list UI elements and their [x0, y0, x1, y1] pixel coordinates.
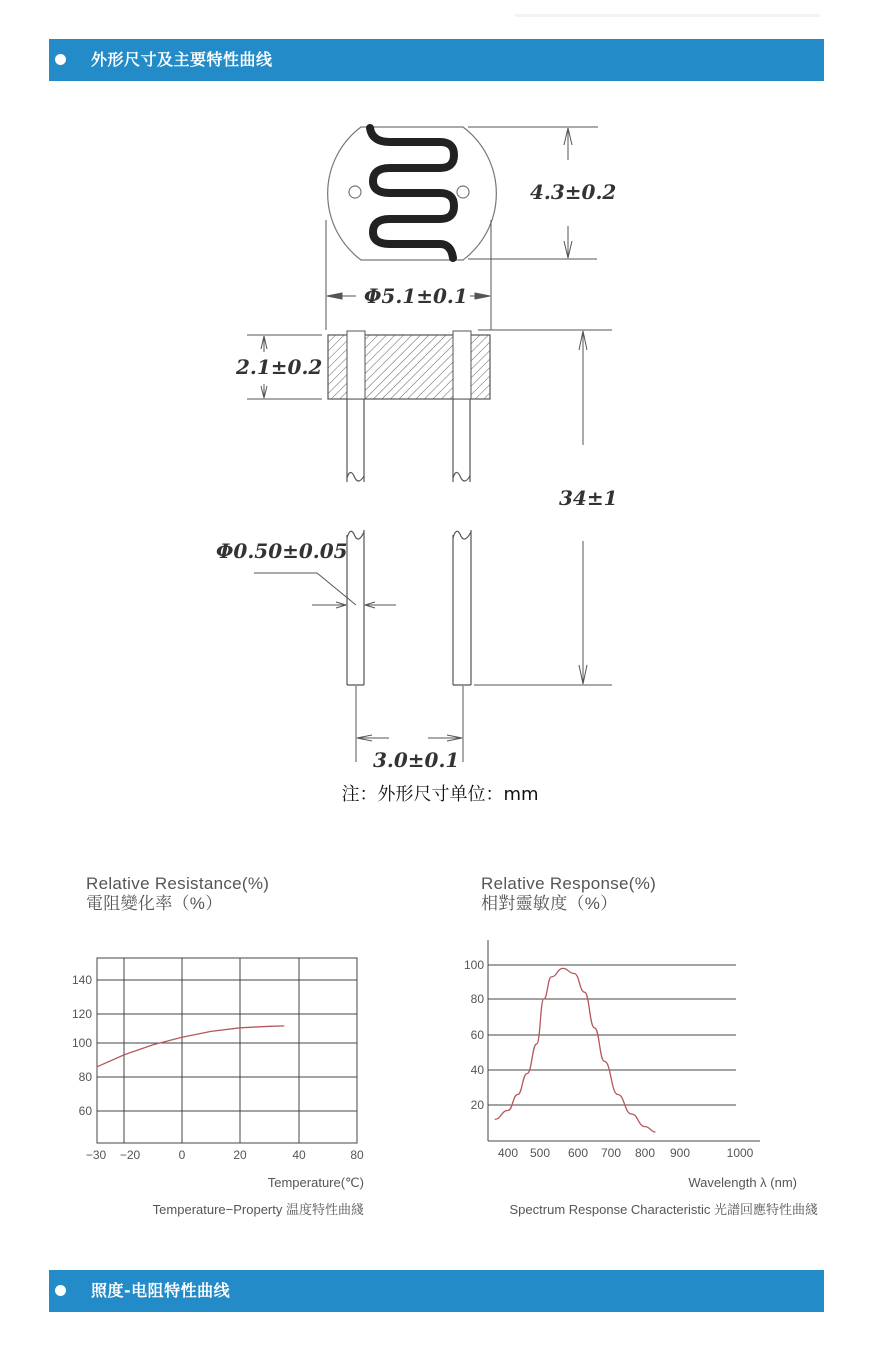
spectrum-x-tick-label: 800	[634, 1146, 656, 1160]
dim-diameter: Φ5.1±0.1	[364, 284, 468, 308]
temp-y-tick-label: 120	[71, 1007, 92, 1021]
spectrum-curve	[495, 968, 656, 1132]
temp-y-tick-label: 60	[78, 1104, 92, 1118]
spectrum-chart-title-en: Relative Response(%)	[481, 874, 657, 893]
spectrum-xlabel: Wavelength λ (nm)	[688, 1175, 797, 1190]
spectrum-y-tick-label: 20	[470, 1098, 484, 1112]
spectrum-x-tick-label: 600	[567, 1146, 589, 1160]
temp-y-tick-label: 100	[71, 1036, 92, 1050]
temp-y-tick-label: 140	[71, 973, 92, 987]
dim-body-thickness: 2.1±0.2	[236, 355, 323, 379]
temp-y-tick-label: 80	[78, 1070, 92, 1084]
dim-lead-length: 34±1	[559, 486, 618, 510]
spectrum-chart-title-cn: 相對靈敏度（%）	[481, 894, 618, 913]
spectrum-caption: Spectrum Response Characteristic 光譜回應特性曲綫	[509, 1202, 818, 1217]
unit-note: 注：外形尺寸单位：mm	[341, 784, 539, 805]
spectrum-y-tick-label: 40	[470, 1063, 484, 1077]
temp-chart-title-cn: 電阻變化率（%）	[86, 894, 223, 913]
dim-lead-pitch: 3.0±0.1	[373, 748, 460, 772]
section-title: 照度-电阻特性曲线	[91, 1281, 231, 1300]
spectrum-x-tick-label: 500	[529, 1146, 551, 1160]
spectrum-x-tick-label: 1000	[726, 1146, 754, 1160]
temp-x-tick-label: 0	[178, 1148, 186, 1162]
temp-x-tick-label: 40	[292, 1148, 306, 1162]
bullet-dot-icon	[55, 1285, 66, 1296]
spectrum-x-tick-label: 700	[600, 1146, 622, 1160]
spectrum-y-tick-label: 60	[470, 1028, 484, 1042]
temp-x-tick-label: −20	[119, 1148, 141, 1162]
temp-x-tick-label: 20	[233, 1148, 247, 1162]
spectrum-x-tick-label: 400	[497, 1146, 519, 1160]
dim-lead-diameter: Φ0.50±0.05	[216, 539, 348, 563]
temp-x-tick-label: −30	[85, 1148, 107, 1162]
temp-caption: Temperature−Property 温度特性曲綫	[152, 1202, 364, 1217]
spectrum-y-tick-label: 80	[470, 992, 484, 1006]
spectrum-y-tick-label: 100	[463, 958, 484, 972]
section-title: 外形尺寸及主要特性曲线	[91, 50, 273, 69]
dim-height-top: 4.3±0.2	[530, 180, 617, 204]
spectrum-x-tick-label: 900	[669, 1146, 691, 1160]
temp-xlabel: Temperature(℃)	[267, 1175, 364, 1190]
section-header-illuminance	[49, 1270, 824, 1312]
temp-x-tick-label: 80	[350, 1148, 364, 1162]
temp-chart-title-en: Relative Resistance(%)	[86, 874, 270, 893]
